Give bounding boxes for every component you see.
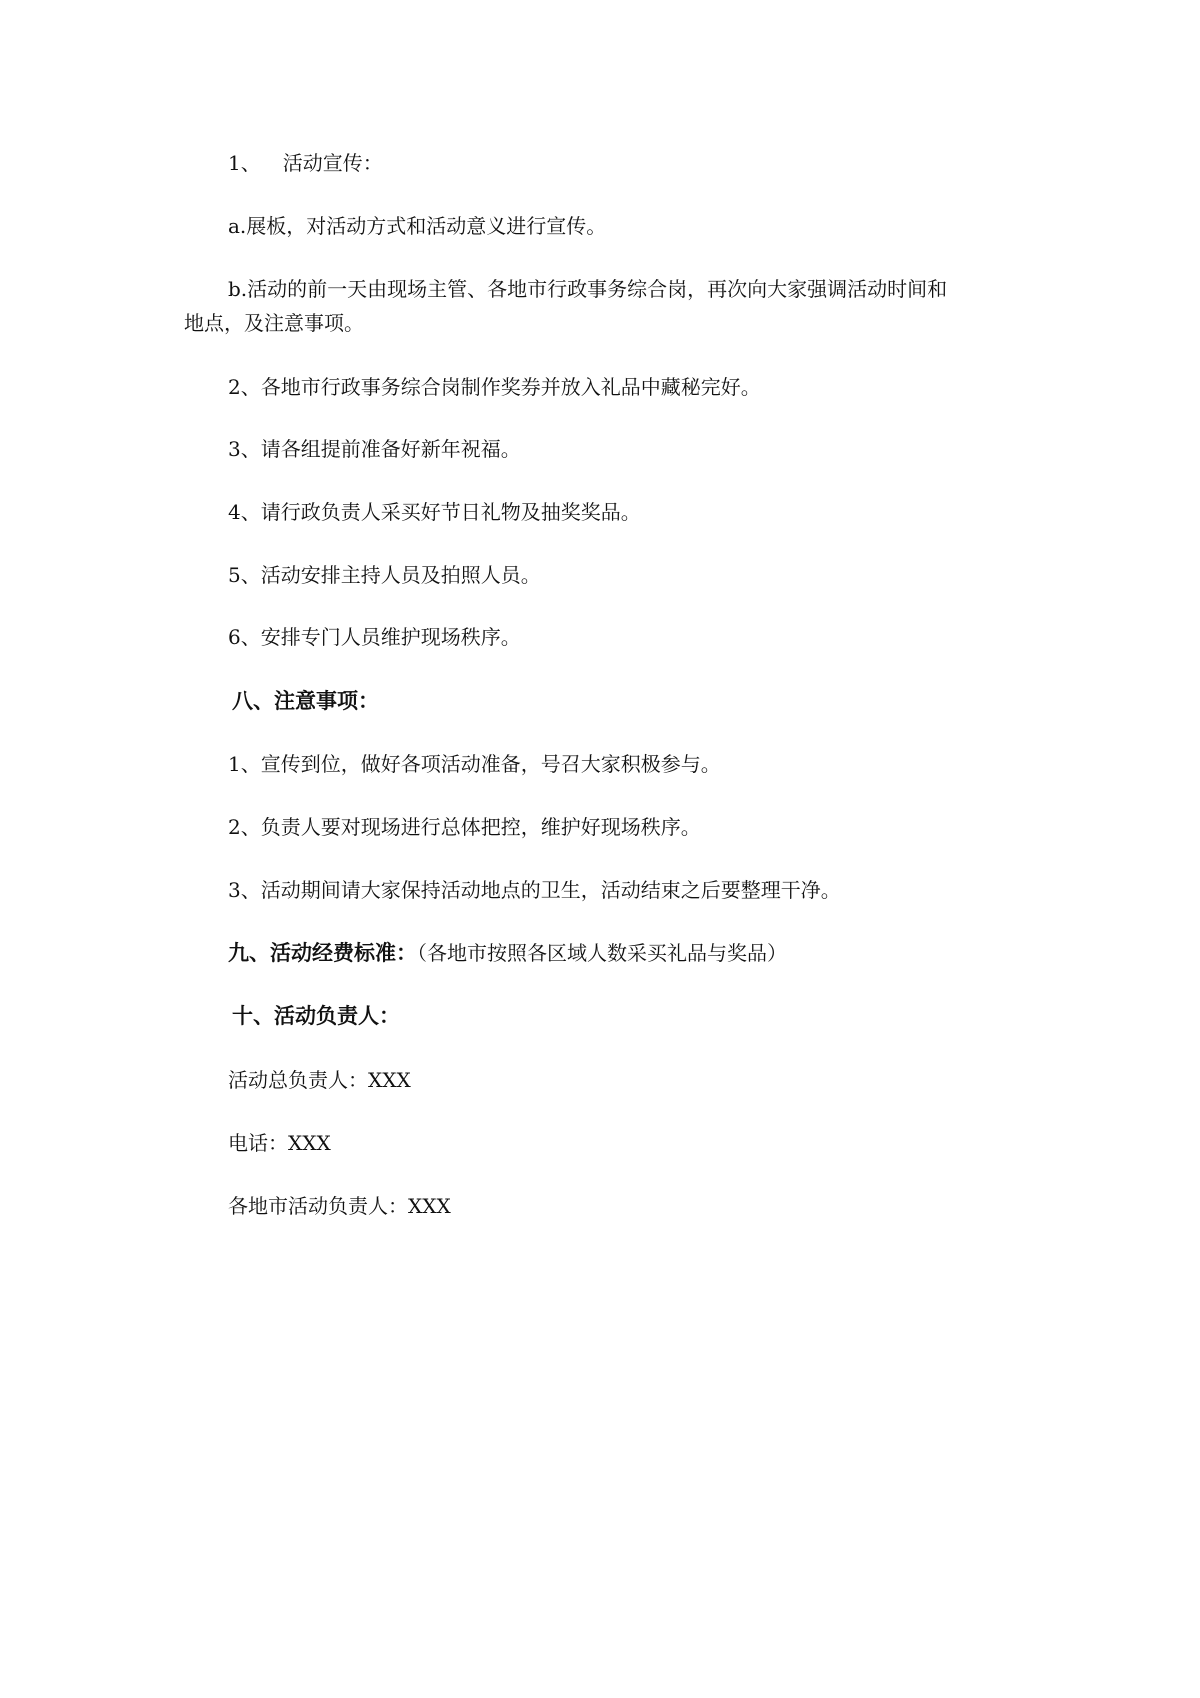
prep-item-1a: a.展板，对活动方式和活动意义进行宣传。: [228, 214, 607, 238]
prep-item-5: 5、活动安排主持人员及拍照人员。: [228, 563, 541, 587]
notes-heading: 八、注意事项：: [232, 688, 379, 713]
budget-heading-line: [228, 938, 787, 968]
prep-item-1b-line-2: 地点，及注意事项。: [184, 311, 364, 335]
leaders-heading: 十、活动负责人：: [232, 1003, 400, 1028]
prep-item-6: 6、安排专门人员维护现场秩序。: [228, 625, 521, 649]
notes-item-1: 1、宣传到位，做好各项活动准备，号召大家积极参与。: [228, 752, 721, 776]
leaders-local: 各地市活动负责人：XXX: [228, 1194, 451, 1218]
budget-heading: 九、活动经费标准：: [228, 940, 417, 965]
leaders-general: 活动总负责人：XXX: [228, 1068, 411, 1092]
budget-note: （各地市按照各区域人数采买礼品与奖品）: [417, 941, 787, 965]
prep-item-1b-line-1: b.活动的前一天由现场主管、各地市行政事务综合岗，再次向大家强调活动时间和: [228, 277, 948, 301]
prep-item-1: [228, 148, 383, 178]
prep-item-2: 2、各地市行政事务综合岗制作奖券并放入礼品中藏秘完好。: [228, 375, 761, 399]
notes-item-2: 2、负责人要对现场进行总体把控，维护好现场秩序。: [228, 815, 701, 839]
prep-item-3: 3、请各组提前准备好新年祝福。: [228, 437, 521, 461]
notes-item-3: 3、活动期间请大家保持活动地点的卫生，活动结束之后要整理干净。: [228, 878, 841, 902]
prep-item-1-number: 1、: [228, 151, 261, 175]
leaders-phone: 电话：XXX: [228, 1131, 331, 1155]
prep-item-4: 4、请行政负责人采买好节日礼物及抽奖奖品。: [228, 500, 641, 524]
prep-item-1-text: 活动宣传：: [282, 151, 383, 175]
